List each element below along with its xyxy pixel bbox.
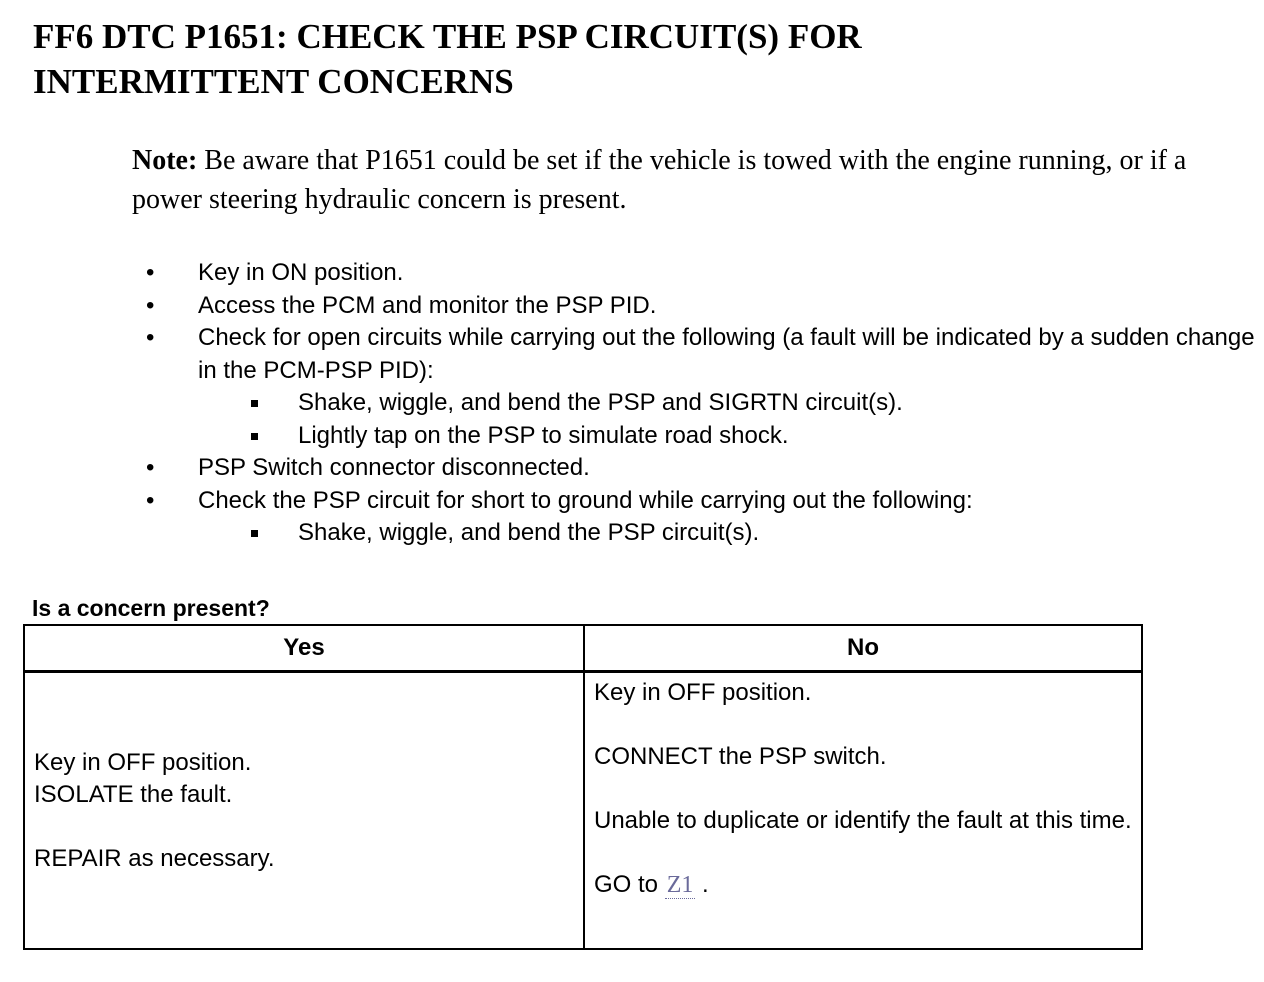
title-line-1: FF6 DTC P1651: CHECK THE PSP CIRCUIT(S) FOR <box>33 17 862 56</box>
bullet-icon: • <box>146 291 155 319</box>
note-text: Be aware that P1651 could be set if the vehicle is towed with the engine running, or if a power steering hydraulic concern is present. <box>132 145 1187 215</box>
no-line: CONNECT the PSP switch. <box>594 743 887 770</box>
question-heading: Is a concern present? <box>32 595 270 621</box>
sub-steps <box>198 387 1264 452</box>
yes-cell <box>24 672 584 950</box>
step-text: Key in ON position. <box>198 259 404 286</box>
sub-step-text: Shake, wiggle, and bend the PSP circuit(s). <box>298 519 760 546</box>
square-bullet-icon <box>251 433 258 440</box>
bullet-icon: • <box>146 324 155 351</box>
no-header: No <box>584 625 1142 672</box>
page-title <box>33 14 1233 104</box>
sub-step <box>198 517 1264 550</box>
step-text: Check for open circuits while carrying out the following (a fault will be indicated by a sudden change in the PCM-PSP PID): <box>198 324 1255 384</box>
bullet-icon: • <box>146 486 155 514</box>
step-4 <box>0 452 1264 485</box>
title-line-2: INTERMITTENT CONCERNS <box>33 62 514 101</box>
step-2 <box>0 290 1264 323</box>
yes-header: Yes <box>24 625 584 672</box>
step-1 <box>0 257 1264 290</box>
yes-line: ISOLATE the fault. <box>34 780 233 808</box>
step-5 <box>0 485 1264 550</box>
step-text: PSP Switch connector disconnected. <box>198 454 590 481</box>
no-cell <box>584 672 1142 950</box>
sub-step-text: Lightly tap on the PSP to simulate road shock. <box>298 421 789 449</box>
sub-step <box>198 420 1264 453</box>
step-text: Check the PSP circuit for short to ground while carrying out the following: <box>198 486 973 514</box>
sub-step <box>198 387 1264 420</box>
bullet-icon: • <box>146 259 155 286</box>
table-row <box>24 672 1142 950</box>
bullet-icon: • <box>146 454 155 481</box>
no-line: Unable to duplicate or identify the fault at this time. <box>594 807 1132 834</box>
step-text: Access the PCM and monitor the PSP PID. <box>198 291 657 319</box>
note <box>132 141 1212 219</box>
goto-prefix: GO to <box>594 871 659 898</box>
step-3 <box>0 322 1264 452</box>
goto-suffix: . <box>702 871 709 898</box>
square-bullet-icon <box>251 400 258 407</box>
table-header-row <box>24 625 1142 672</box>
yes-line: REPAIR as necessary. <box>34 844 275 872</box>
sub-steps <box>198 517 1264 550</box>
sub-step-text: Shake, wiggle, and bend the PSP and SIGRTN circuit(s). <box>298 389 903 416</box>
no-line: Key in OFF position. <box>594 679 812 706</box>
note-label: Note: <box>132 145 198 176</box>
square-bullet-icon <box>251 530 258 537</box>
goto-line <box>594 869 1132 901</box>
goto-z1-link[interactable]: Z1 <box>666 872 694 898</box>
yes-line: Key in OFF position. <box>34 748 252 776</box>
answer-table <box>23 624 1143 950</box>
procedure-steps <box>0 257 1264 550</box>
